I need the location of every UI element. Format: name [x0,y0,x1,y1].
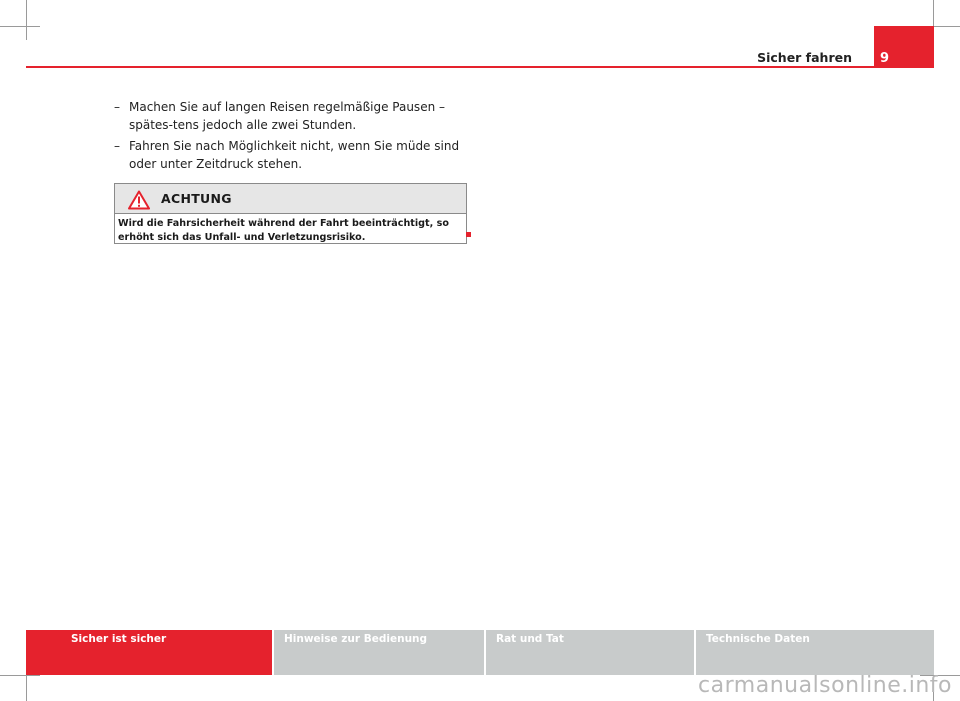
list-dash: – [114,139,120,153]
warning-title: ACHTUNG [161,191,232,206]
crop-mark [26,0,27,40]
running-section-title: Sicher fahren [757,50,852,65]
crop-mark [0,26,40,27]
list-dash: – [114,100,120,114]
footer-tab-sicher-ist-sicher[interactable]: Sicher ist sicher [26,630,272,675]
watermark: carmanualsonline.info [698,673,952,698]
footer-tab-hinweise-zur-bedienung[interactable]: Hinweise zur Bedienung [272,630,484,675]
list-item [114,98,474,134]
crop-mark [0,675,40,676]
warning-box [114,183,467,244]
page-number-tab [874,26,934,66]
list-item [114,137,474,173]
section-end-mark [466,232,471,237]
footer-tab-rat-und-tat[interactable]: Rat und Tat [484,630,694,675]
footer-tab-technische-daten[interactable]: Technische Daten [694,630,934,675]
warning-header [115,184,466,214]
list-item-text: Machen Sie auf langen Reisen regelmäßige Pausen – spätes-tens jedoch alle zwei Stunden. [129,100,445,132]
list-item-text: Fahren Sie nach Möglichkeit nicht, wenn Sie müde sind oder unter Zeitdruck stehen. [129,139,460,171]
header-rule [26,66,934,68]
page-number: 9 [880,51,890,66]
warning-triangle-icon [128,190,150,210]
warning-text: Wird die Fahrsicherheit während der Fahrt beeinträchtigt, so erhöht sich das Unfall- und Verletzungsrisiko. [118,218,449,243]
footer-nav [26,630,934,675]
